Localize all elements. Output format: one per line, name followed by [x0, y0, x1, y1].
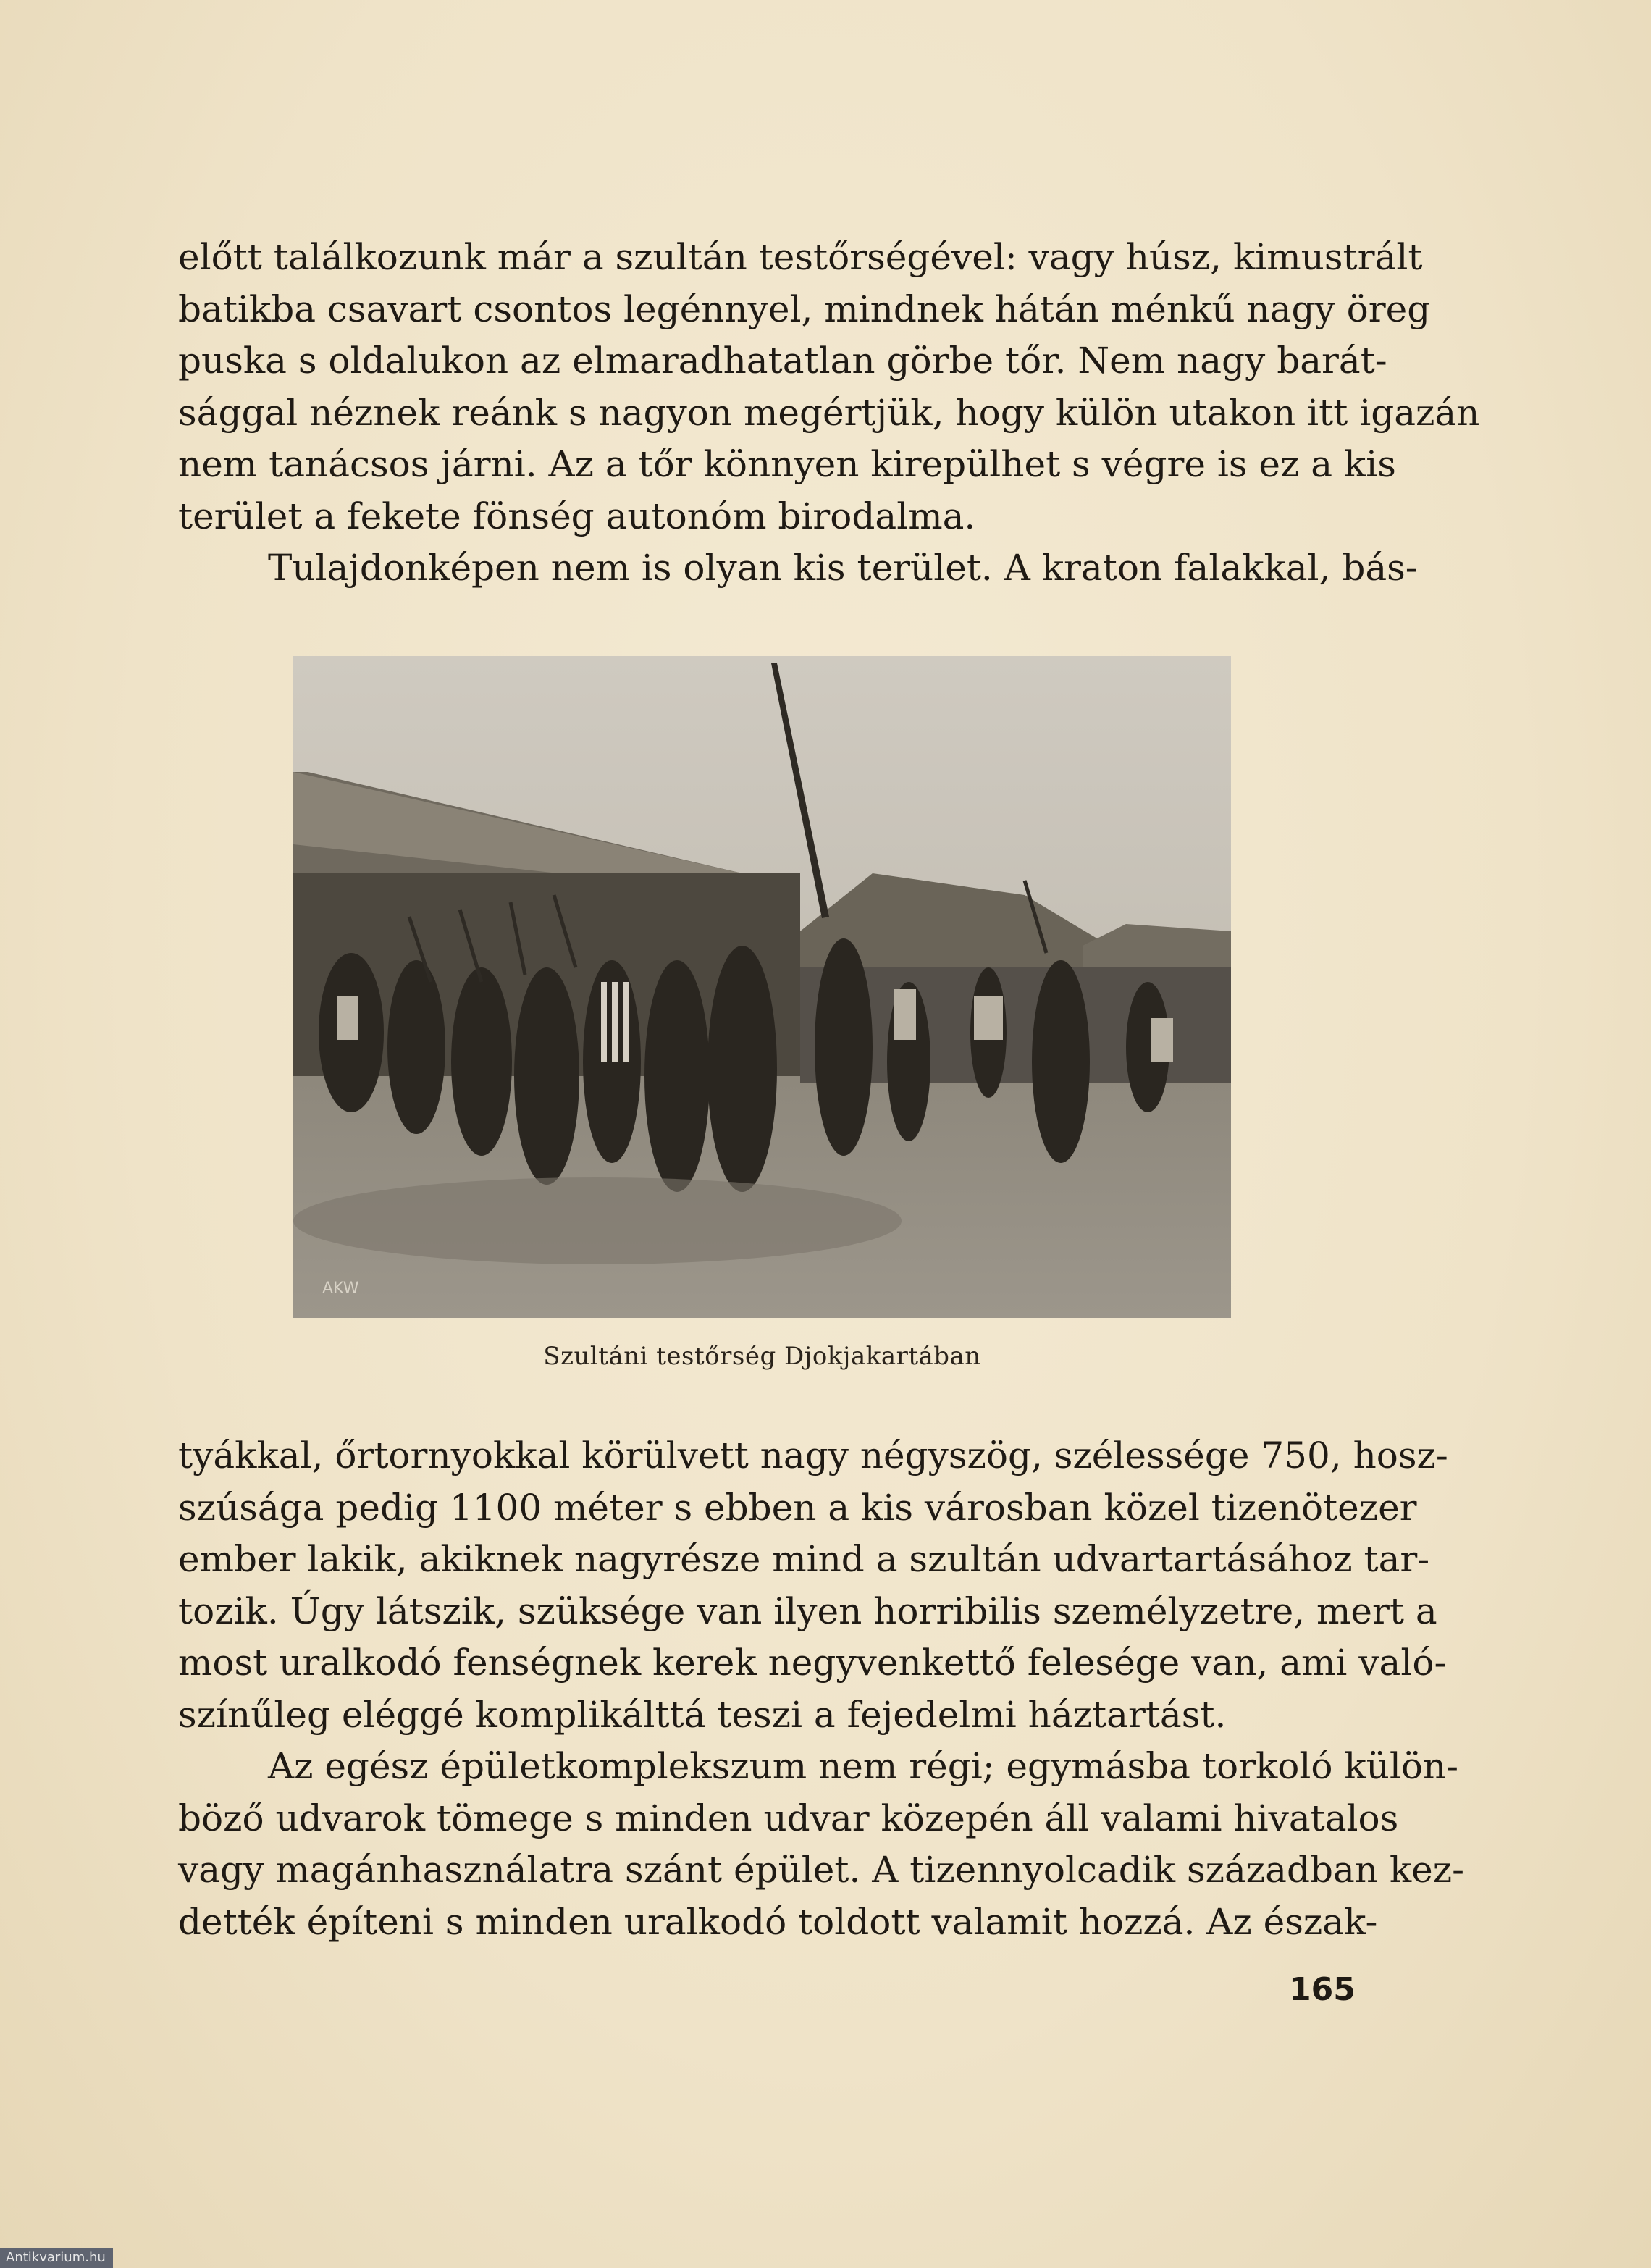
paragraph [178, 542, 1418, 595]
text-line: ember lakik, akiknek nagyrésze mind a szultán udvartartásához tar- [178, 1538, 1430, 1580]
text-line: batikba csavart csontos legénnyel, mindnek hátán ménkű nagy öreg [178, 287, 1431, 330]
text-line: szúsága pedig 1100 méter s ebben a kis városban közel tizenötezer [178, 1486, 1417, 1529]
watermark: Antikvarium.hu [0, 2248, 113, 2268]
text-line: tozik. Úgy látszik, szüksége van ilyen horribilis személyzetre, mert a [178, 1589, 1437, 1632]
paragraph [178, 232, 1480, 542]
text-line: előtt találkozunk már a szultán testőrségével: vagy húsz, kimustrált [178, 236, 1423, 278]
paragraph [178, 1741, 1465, 1948]
text-line: terület a fekete fönség autonóm birodalma. [178, 495, 976, 537]
photo-illustration [293, 656, 1231, 1318]
text-line: sággal néznek reánk s nagyon megértjük, hogy külön utakon itt igazán [178, 391, 1480, 434]
text-block-bottom [178, 1430, 1465, 1948]
text-line: Tulajdonképen nem is olyan kis terület. A kraton falakkal, bás- [268, 547, 1418, 589]
photograph-sultan-guard [293, 656, 1231, 1318]
text-line: most uralkodó fenségnek kerek negyvenkettő felesége van, ami való- [178, 1642, 1447, 1684]
text-line: böző udvarok tömege s minden udvar közepén áll valami hivatalos [178, 1797, 1399, 1839]
photo-signature: AKW [322, 1280, 359, 1298]
text-line: tyákkal, őrtornyokkal körülvett nagy négyszög, szélessége 750, hosz- [178, 1435, 1448, 1477]
text-line: vagy magánhasználatra szánt épület. A tizennyolcadik században kez- [178, 1849, 1465, 1891]
text-line: nem tanácsos járni. Az a tőr könnyen kirepülhet s végre is ez a kis [178, 443, 1396, 485]
text-line: dették építeni s minden uralkodó toldott valamit hozzá. Az észak- [178, 1900, 1378, 1943]
text-line: Az egész épületkomplekszum nem régi; egymásba torkoló külön- [268, 1745, 1459, 1787]
paragraph [178, 1430, 1448, 1741]
figure-caption: Szultáni testőrség Djokjakartában [543, 1342, 981, 1371]
text-block-top [178, 232, 1480, 595]
page-number: 165 [1289, 1971, 1356, 2008]
text-line: puska s oldalukon az elmaradhatatlan görbe tőr. Nem nagy barát- [178, 340, 1387, 382]
text-line: színűleg eléggé komplikálttá teszi a fejedelmi háztartást. [178, 1693, 1227, 1736]
